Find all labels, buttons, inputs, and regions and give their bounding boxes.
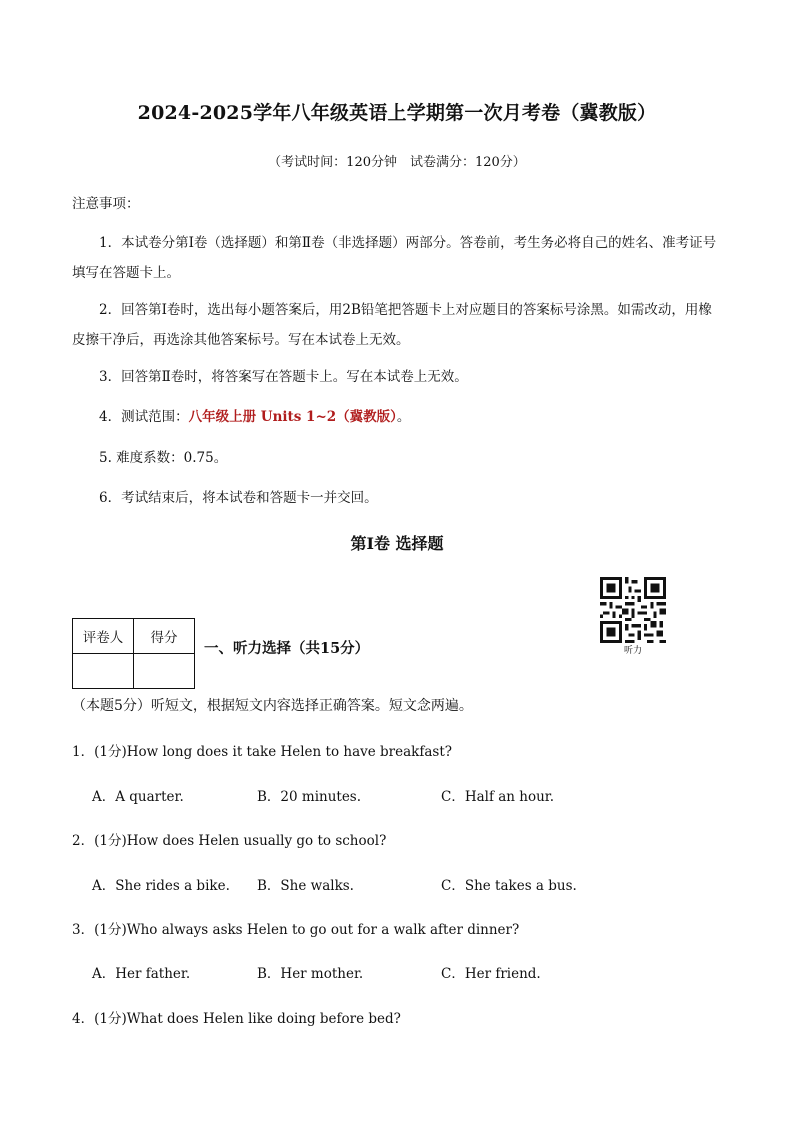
question-2-option-a[interactable]: A．She rides a bike. [92,878,230,894]
grading-table [72,618,195,689]
part-1-instruction: （本题5分）听短文，根据短文内容选择正确答案。短文念两遍。 [72,698,473,714]
question-2: 2．(1分)How does Helen usually go to school? [72,833,387,849]
section-title: 第Ⅰ卷 选择题 [350,534,444,553]
note-5: 5. 难度系数：0.75。 [99,450,228,466]
score-cell[interactable] [134,654,195,689]
note-6: 6．考试结束后，将本试卷和答题卡一并交回。 [99,490,378,506]
score-label: 得分 [134,619,195,654]
note-4 [72,402,724,432]
question-1-option-b[interactable]: B．20 minutes. [257,789,362,805]
note-1: 1．本试卷分第Ⅰ卷（选择题）和第Ⅱ卷（非选择题）两部分。答卷前，考生务必将自己的姓名、准考证号填写在答题卡上。 [72,235,717,281]
exam-info: （考试时间：120分钟 试卷满分：120分） [268,155,526,170]
qr-code-icon [600,577,666,643]
question-3-option-a[interactable]: A．Her father. [92,966,191,982]
question-2-option-b[interactable]: B．She walks. [257,878,354,894]
note-4-label: 4．测试范围： [99,409,189,425]
note-4-end: 。 [396,409,411,425]
question-1: 1．(1分)How long does it take Helen to have breakfast? [72,744,452,760]
part-1-title: 一、听力选择（共15分） [204,640,370,657]
question-3-option-c[interactable]: C．Her friend. [441,966,541,982]
note-2: 2．回答第Ⅰ卷时，选出每小题答案后，用2B铅笔把答题卡上对应题目的答案标号涂黑。如需改动，用橡皮擦干净后，再选涂其他答案标号。写在本试卷上无效。 [72,302,712,348]
notes-heading: 注意事项： [72,196,140,212]
question-4: 4．(1分)What does Helen like doing before bed? [72,1011,401,1027]
question-3-option-b[interactable]: B．Her mother. [257,966,364,982]
question-2-option-c[interactable]: C．She takes a bus. [441,878,577,894]
grader-label: 评卷人 [73,619,134,654]
qr-label: 听力 [623,646,642,656]
note-3: 3．回答第Ⅱ卷时，将答案写在答题卡上。写在本试卷上无效。 [99,369,468,385]
question-1-option-a[interactable]: A．A quarter. [92,789,184,805]
question-1-option-c[interactable]: C．Half an hour. [441,789,555,805]
test-scope: 八年级上册 Units 1~2（冀教版） [188,409,397,425]
page-title: 2024-2025学年八年级英语上学期第一次月考卷（冀教版） [137,102,657,124]
question-3: 3．(1分)Who always asks Helen to go out for a walk after dinner? [72,922,520,938]
grader-cell[interactable] [73,654,134,689]
